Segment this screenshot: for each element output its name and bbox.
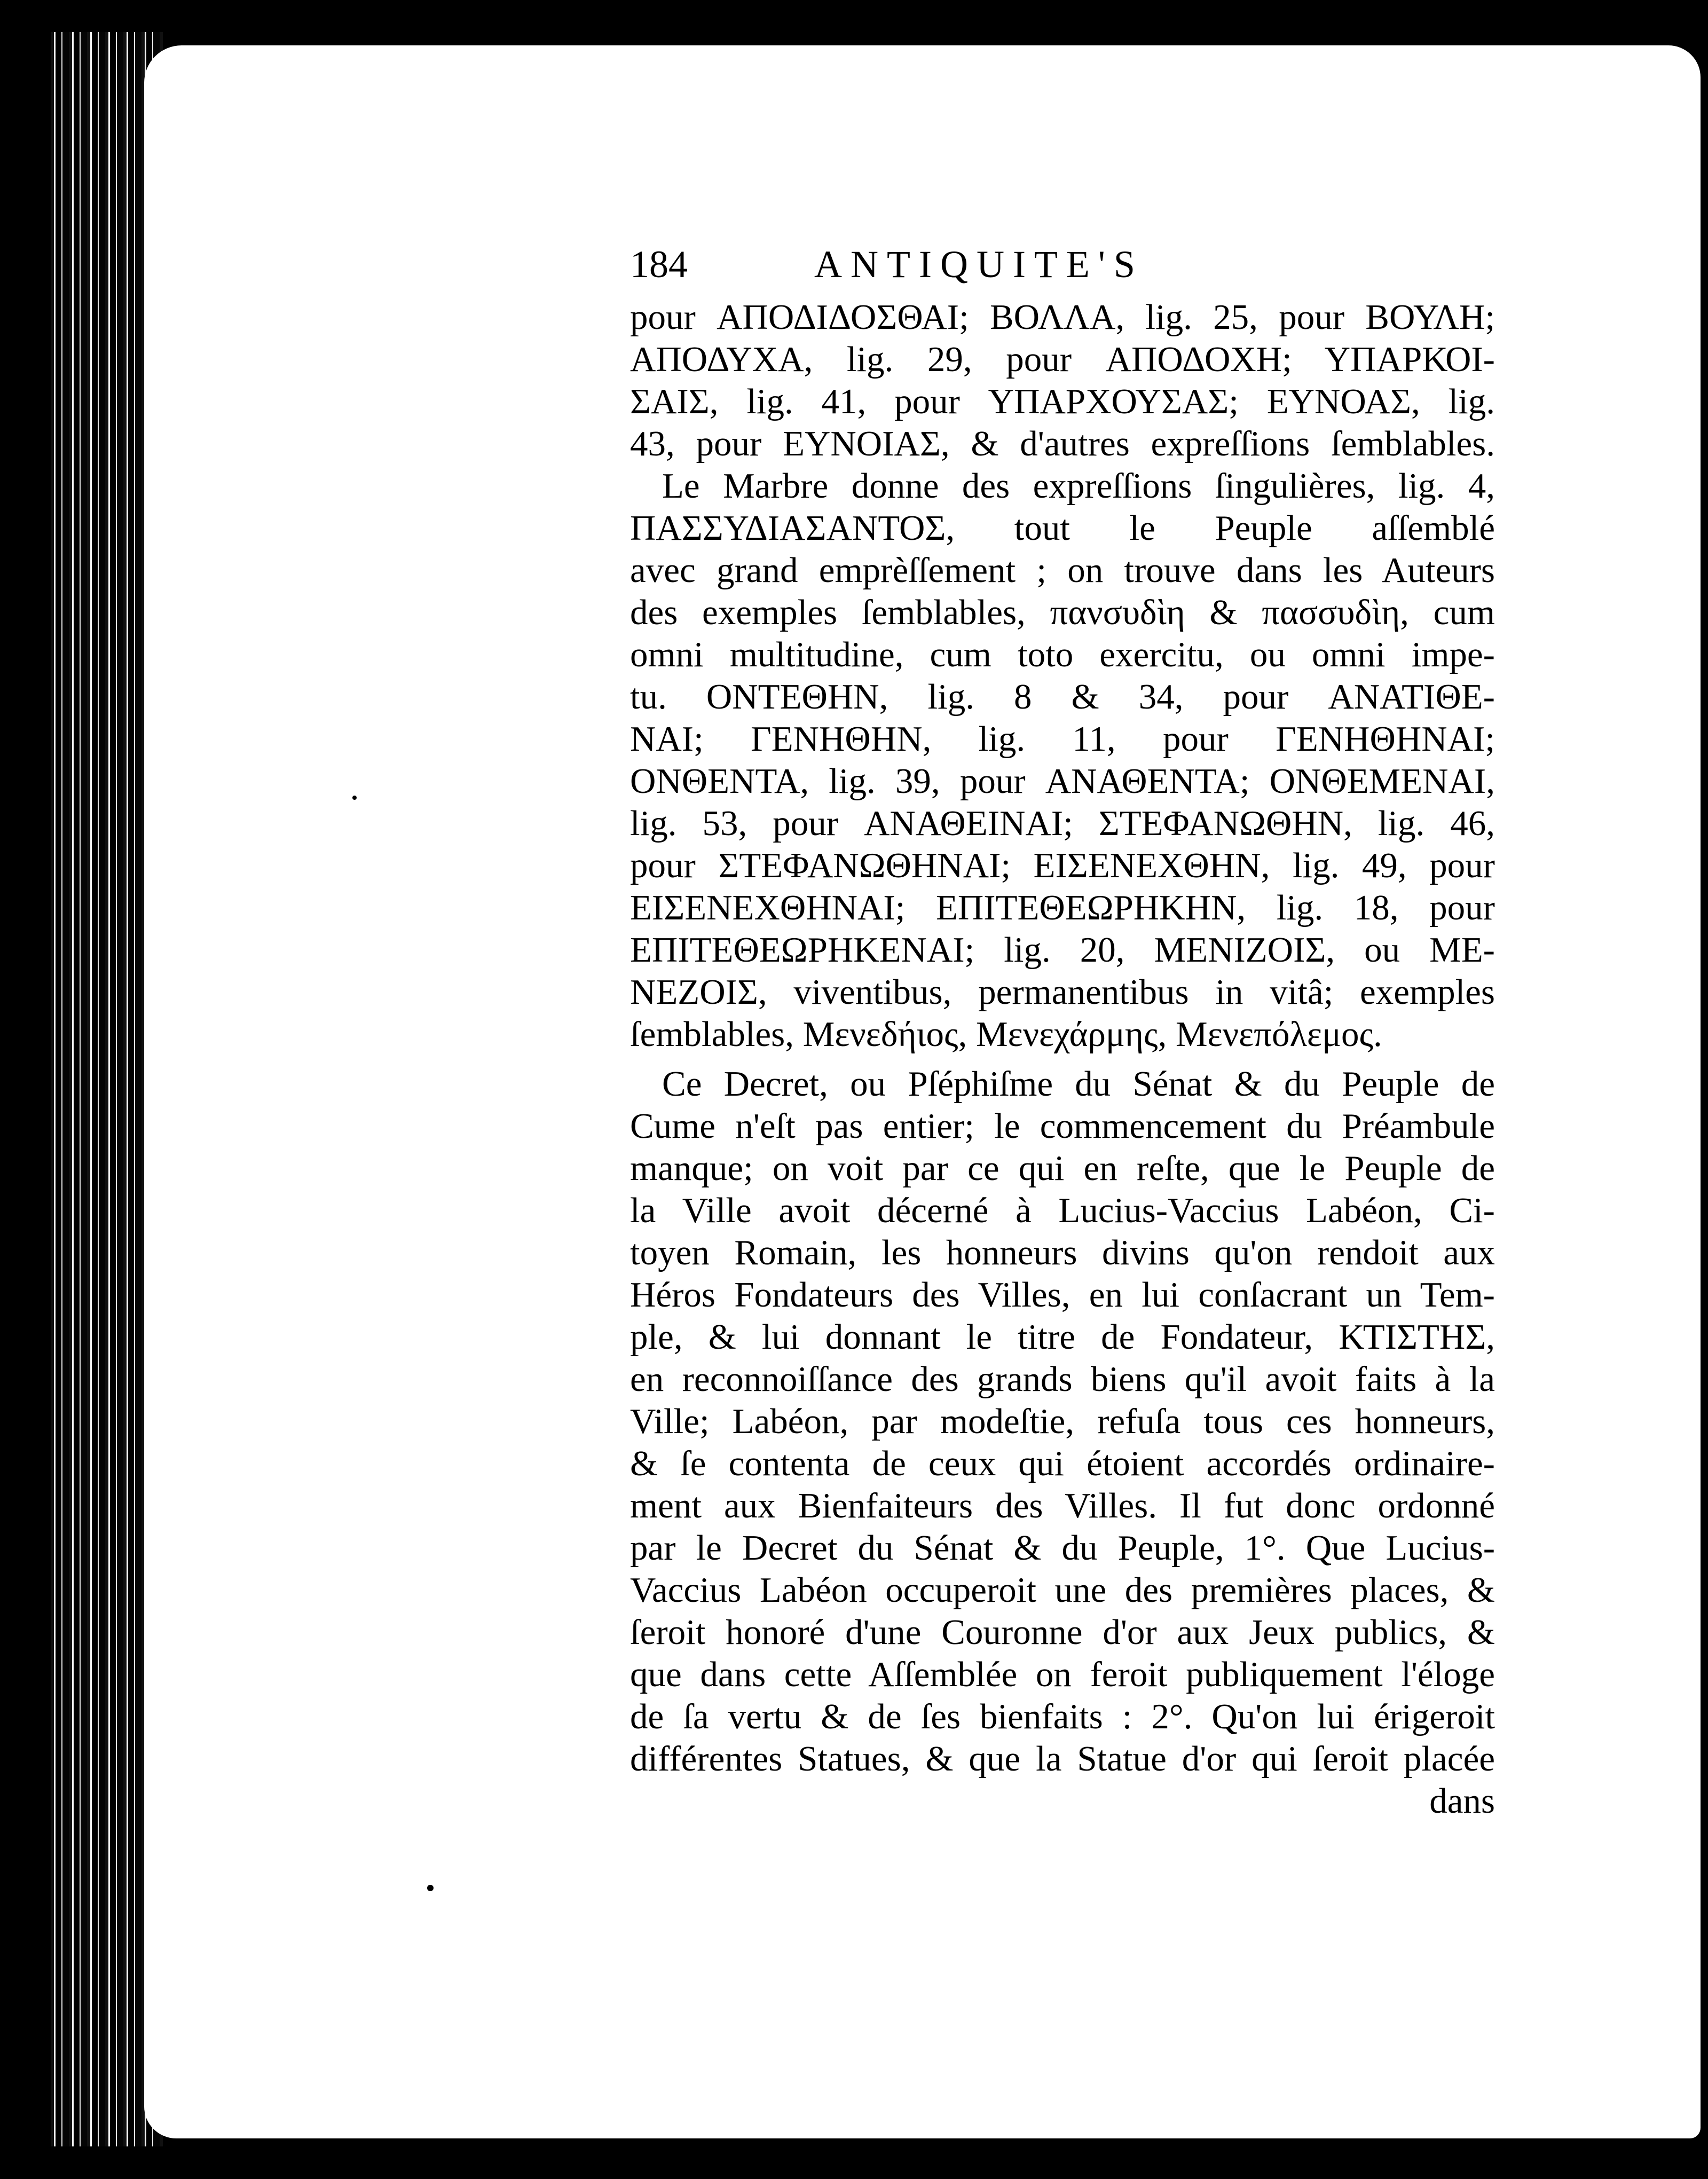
text-line: pour ΑΠΟΔΙΔΟΣΘΑΙ; ΒΟΛΛΑ, lig. 25, pour ΒΟΥΛΗ;	[630, 297, 1495, 337]
text-line: Vaccius Labéon occuperoit une des premières places, &	[630, 1570, 1495, 1610]
paragraph-2	[630, 465, 1495, 1056]
text-line: pour ΣΤΕΦΑΝΩΘΗΝΑΙ; ΕΙΣΕΝΕΧΘΗΝ, lig. 49, pour	[630, 846, 1495, 885]
text-line: omni multitudine, cum toto exercitu, ou omni impe-	[630, 635, 1495, 674]
text-line: & ſe contenta de ceux qui étoient accordés ordinaire-	[630, 1444, 1495, 1483]
text-line: de ſa vertu & de ſes bienfaits : 2°. Qu'on lui érigeroit	[630, 1697, 1495, 1736]
text-line: ple, & lui donnant le titre de Fondateur, ΚΤΙΣΤΗΣ,	[630, 1317, 1495, 1357]
text-line: ΣΑΙΣ, lig. 41, pour ΥΠΑΡΧΟΥΣΑΣ; ΕΥΝΟΑΣ, lig.	[630, 382, 1495, 421]
ink-speck	[352, 796, 357, 800]
text-line: ΕΠΙΤΕΘΕΩΡΗΚΕΝΑΙ; lig. 20, ΜΕΝΙΖΟΙΣ, ou ΜΕ-	[630, 930, 1495, 970]
text-line: Ce Decret, ou Pſéphiſme du Sénat & du Peuple de	[662, 1064, 1495, 1104]
text-line: ſemblables, Μενεδήιος, Μενεχάρμης, Μενεπόλεμος.	[630, 1014, 1382, 1054]
paragraph-3	[630, 1063, 1495, 1780]
body-text	[630, 296, 1495, 1822]
text-line: la Ville avoit décerné à Lucius-Vaccius Labéon, Ci-	[630, 1191, 1495, 1230]
text-line: lig. 53, pour ΑΝΑΘΕΙΝΑΙ; ΣΤΕΦΑΝΩΘΗΝ, lig. 46,	[630, 804, 1495, 843]
text-line: ΕΙΣΕΝΕΧΘΗΝΑΙ; ΕΠΙΤΕΘΕΩΡΗΚΗΝ, lig. 18, pour	[630, 888, 1495, 927]
page-number: 184	[630, 243, 688, 286]
text-line: ΑΠΟΔΥΧΑ, lig. 29, pour ΑΠΟΔΟΧΗ; ΥΠΑΡΚΟΙ-	[630, 340, 1495, 379]
text-line: toyen Romain, les honneurs divins qu'on rendoit aux	[630, 1233, 1495, 1272]
text-line: que dans cette Aſſemblée on feroit publiquement l'éloge	[630, 1655, 1495, 1694]
text-line: ΠΑΣΣΥΔΙΑΣΑΝΤΟΣ, tout le Peuple aſſemblé	[630, 508, 1495, 548]
text-line: des exemples ſemblables, πανσυδὶη & πασσυδὶη, cum	[630, 593, 1495, 632]
text-line: ΟΝΘΕΝΤΑ, lig. 39, pour ΑΝΑΘΕΝΤΑ; ΟΝΘΕΜΕΝΑΙ,	[630, 761, 1495, 801]
text-line: Le Marbre donne des expreſſions ſingulières, lig. 4,	[662, 466, 1495, 506]
text-line: Ville; Labéon, par modeſtie, refuſa tous ces honneurs,	[630, 1402, 1495, 1441]
text-line: 43, pour ΕΥΝΟΙΑΣ, & d'autres expreſſions ſemblables.	[630, 424, 1495, 463]
text-line: en reconnoiſſance des grands biens qu'il avoit faits à la	[630, 1359, 1495, 1399]
text-line: ΝΕΖΟΙΣ, viventibus, permanentibus in vitâ; exemples	[630, 972, 1495, 1012]
running-title: ANTIQUITE'S	[814, 243, 1144, 286]
text-line: manque; on voit par ce qui en reſte, que le Peuple de	[630, 1149, 1495, 1188]
text-line: Cume n'eſt pas entier; le commencement du Préambule	[630, 1106, 1495, 1146]
text-line: ſeroit honoré d'une Couronne d'or aux Jeux publics, &	[630, 1612, 1495, 1652]
text-line: ment aux Bienfaiteurs des Villes. Il fut donc ordonné	[630, 1486, 1495, 1525]
text-line: différentes Statues, & que la Statue d'or qui ſeroit placée	[630, 1739, 1495, 1779]
text-line: ΝΑΙ; ΓΕΝΗΘΗΝ, lig. 11, pour ΓΕΝΗΘΗΝΑΙ;	[630, 719, 1495, 759]
page-header	[630, 238, 1495, 291]
catchword: dans	[1429, 1781, 1495, 1821]
text-line: par le Decret du Sénat & du Peuple, 1°. Que Lucius-	[630, 1528, 1495, 1568]
ink-speck	[427, 1885, 434, 1891]
text-line: Héros Fondateurs des Villes, en lui conſacrant un Tem-	[630, 1275, 1495, 1315]
text-line: tu. ΟΝΤΕΘΗΝ, lig. 8 & 34, pour ΑΝΑΤΙΘΕ-	[630, 677, 1495, 717]
text-line: avec grand emprèſſement ; on trouve dans les Auteurs	[630, 550, 1495, 590]
paragraph-1	[630, 296, 1495, 465]
